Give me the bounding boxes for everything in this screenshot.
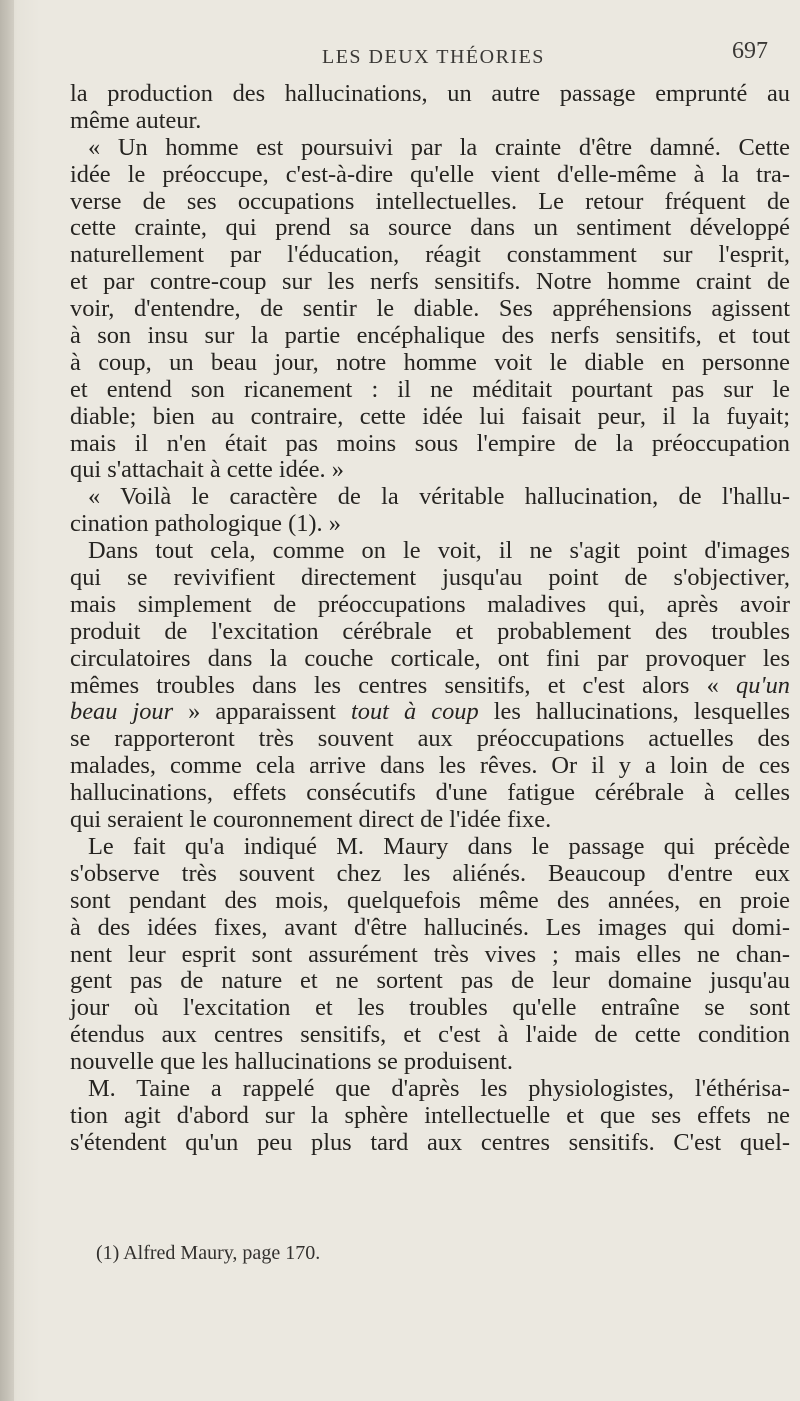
page-spine-shadow	[0, 0, 14, 1401]
footnote: (1) Alfred Maury, page 170.	[96, 1242, 321, 1264]
text-line: hallucinations, effets consécutifs d'une fatigue cérébrale à celles	[70, 779, 790, 807]
text-line: à coup, un beau jour, notre homme voit le diable en personne	[70, 348, 790, 376]
italic-text: beau jour	[70, 698, 174, 726]
text-line: voir, d'entendre, de sentir le diable. Ses appréhensions agissent	[70, 295, 790, 323]
text-line: M. Taine a rappelé que d'après les physiologistes, l'éthérisa-	[88, 1074, 790, 1102]
text-line: circulatoires dans la couche corticale, ont fini par provoquer les	[70, 644, 790, 672]
running-head: LES DEUX THÉORIES	[322, 46, 545, 68]
text-line: se rapporteront très souvent aux préoccupations actuelles des	[70, 725, 790, 753]
page-number: 697	[732, 38, 768, 64]
text-line: à des idées fixes, avant d'être hallucinés. Les images qui domi-	[70, 913, 790, 941]
line-text: mêmes troubles dans les centres sensitifs, et c'est alors «	[70, 671, 736, 699]
text-line: tion agit d'abord sur la sphère intellectuelle et que ses effets ne	[70, 1101, 790, 1129]
text-line: qui seraient le couronnement direct de l'idée fixe.	[70, 806, 552, 834]
text-line: nent leur esprit sont assurément très vives ; mais elles ne chan-	[70, 940, 790, 968]
text-line: même auteur.	[70, 106, 202, 134]
text-line: cette crainte, qui prend sa source dans un sentiment développé	[70, 214, 790, 242]
text-line: gent pas de nature et ne sortent pas de leur domaine jusqu'au	[70, 967, 790, 995]
text-line	[70, 673, 790, 700]
text-line	[70, 699, 790, 726]
italic-text: tout à coup	[351, 698, 479, 726]
text-line: nouvelle que les hallucinations se produisent.	[70, 1048, 513, 1076]
text-line: verse de ses occupations intellectuelles. Le retour fréquent de	[70, 187, 790, 215]
text-line: à son insu sur la partie encéphalique des nerfs sensitifs, et tout	[70, 322, 790, 350]
text-line: malades, comme cela arrive dans les rêves. Or il y a loin de ces	[70, 752, 790, 780]
text-line: jour où l'excitation et les troubles qu'elle entraîne se sont	[70, 994, 790, 1022]
text-line: étendus aux centres sensitifs, et c'est à l'aide de cette condition	[70, 1021, 790, 1049]
text-line: cination pathologique (1). »	[70, 510, 341, 538]
text-line: mais il n'en était pas moins sous l'empire de la préoccupation	[70, 429, 790, 457]
text-line: Le fait qu'a indiqué M. Maury dans le passage qui précède	[88, 832, 790, 860]
text-line: sont pendant des mois, quelquefois même des années, en proie	[70, 886, 790, 914]
italic-text: qu'un	[736, 671, 790, 699]
text-line: naturellement par l'éducation, réagit constamment sur l'esprit,	[70, 241, 790, 269]
text-line: et par contre-coup sur les nerfs sensitifs. Notre homme craint de	[70, 268, 790, 296]
text-line: qui s'attachait à cette idée. »	[70, 456, 344, 484]
text-line: qui se revivifient directement jusqu'au point de s'objectiver,	[70, 564, 790, 592]
body-text	[70, 81, 790, 1157]
line-text: » apparaissent	[173, 698, 352, 726]
text-line: s'étendent qu'un peu plus tard aux centres sensitifs. C'est quel-	[70, 1128, 790, 1156]
text-line: mais simplement de préoccupations maladives qui, après avoir	[70, 590, 790, 618]
line-text: les hallucinations, lesquelles	[478, 698, 791, 726]
text-line: produit de l'excitation cérébrale et probablement des troubles	[70, 617, 790, 645]
text-line: s'observe très souvent chez les aliénés. Beaucoup d'entre eux	[70, 859, 790, 887]
text-line: la production des hallucinations, un autre passage emprunté au	[70, 80, 790, 107]
text-line: diable; bien au contraire, cette idée lui faisait peur, il la fuyait;	[70, 402, 790, 430]
text-line: « Voilà le caractère de la véritable hallucination, de l'hallu-	[88, 483, 790, 511]
text-line: idée le préoccupe, c'est-à-dire qu'elle vient d'elle-même à la tra-	[70, 160, 790, 188]
text-line: et entend son ricanement : il ne méditait pourtant pas sur le	[70, 375, 790, 403]
text-line: Dans tout cela, comme on le voit, il ne s'agit point d'images	[88, 537, 790, 565]
text-line: « Un homme est poursuivi par la crainte d'être damné. Cette	[88, 133, 790, 161]
